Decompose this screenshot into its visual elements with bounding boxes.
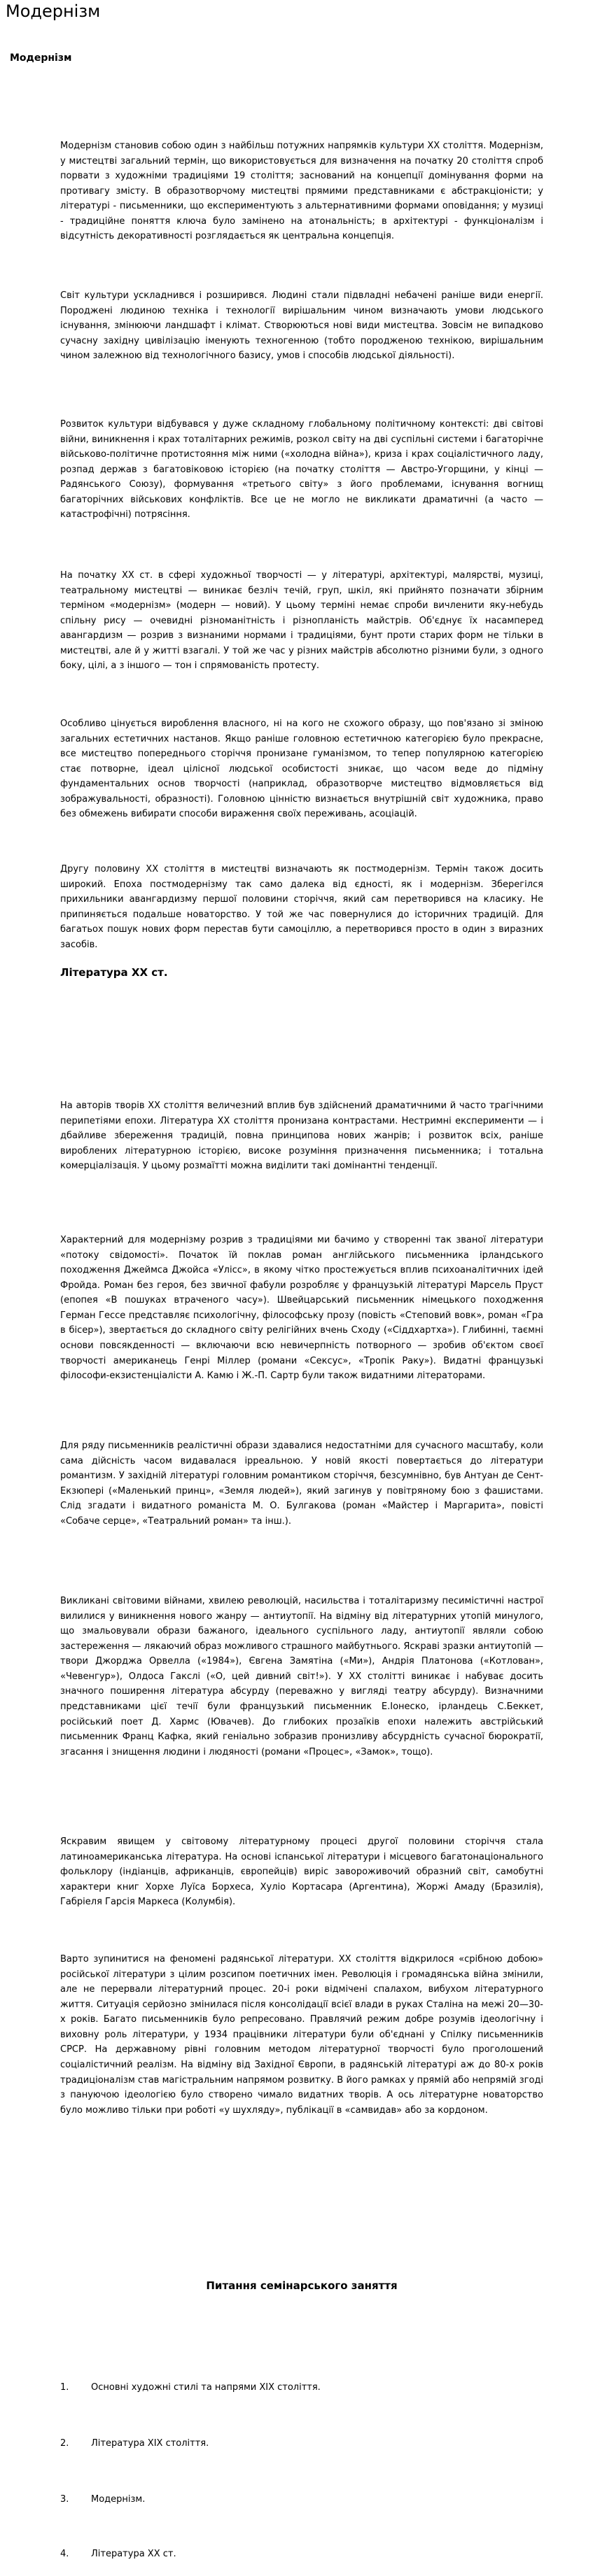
question-number: 4. [60,2549,69,2559]
literature-heading: Література XX ст. [60,966,168,979]
literature-paragraph: Для ряду письменників реалістичні образи здавалися недостатніми для сучасного масштабу, коли сама дійсність часом видавалася ірреальною. У новій якості повертається до літератури романтизм. У західній літературі головним романтиком сторіччя, безсумнівно, був Антуан де Сент-Екзюпері («Маленький принц», «Земля людей»), який загинув у повітряному бою з фашистами. Слід згадати і видатного романіста М. О. Булгакова (роман «Майстер і Маргарита», повісті «Собаче серце», «Театральний роман» та інш.). [60,1441,543,1527]
seminar-question [60,2380,543,2395]
seminar-question [60,2436,543,2451]
intro-paragraph: Особливо цінується вироблення власного, ні на кого не схожого образу, що пов'язано зі зміною загальних естетичних настанов. Якщо раніше головною естетичною категорією було прекрасне, все мистецтво попереднього сторіччя пронизане гуманізмом, то тепер популярною категорією стає потворне, ідеал цілісної людської особистості зникає, що часом веде до підміну фундаментальних основ творчості (наприклад, образотворче мистецтво відмовляється від зображувальності, образності). Головною цінністю визнається внутрішній світ художника, право без обмежень вибирати способи вираження своїх переживань, асоціацій. [60,719,543,820]
question-text: Основні художні стилі та напрями XIX століття. [91,2382,321,2393]
literature-paragraph: На авторів творів XX століття величезний вплив був здійснений драматичними й часто трагічними перипетіями епохи. Література XX століття пронизана контрастами. Нестримні експерименти — і дбайливе збереження традицій, повна принципова нових жанрів; і розвиток всіх, раніше вироблених літературною історією, високе розуміння призначення письменника; і тотальна комерціалізація. У цьому розмаїтті можна виділити такі домінантні тенденції. [60,1101,543,1172]
question-text: Модернізм. [91,2494,146,2505]
question-text: Література XX ст. [91,2549,176,2559]
question-number: 3. [60,2494,69,2505]
literature-paragraph: Яскравим явищем у світовому літературному процесі другої половини сторіччя стала латиноамериканська література. На основі іспанської літератури і місцевого багатонаціонального фольклору (індіанців, африканців, європейців) виріс завороживочий образний світ, самобутні характери книг Хорхе Луїса Борхеса, Хуліо Кортасара (Аргентина), Жоржі Амаду (Бразилія), Габріеля Гарсія Маркеса (Колумбія). [60,1837,543,1908]
seminar-title: Питання семінарського заняття [206,2279,398,2292]
literature-paragraph: Характерний для модернізму розрив з традиціями ми бачимо у створенні так званої літератури «потоку свідомості». Початок їй поклав роман англійського письменника ірландського походження Джеймса Джойса «Улісс», в якому чітко простежується вплив психоаналітичних ідей Фройда. Роман без героя, без звичної фабули розробляє у французькій літературі Марсель Пруст (епопея «В пошуках втраченого часу»). Швейцарський письменник німецького походження Герман Гессе представляє психологічну, філософську прозу (повість «Степовий вовк», роман «Гра в бісер»), звертається до складного світу релігійних вчень Сходу («Сіддхартха»). Глибинні, таємні основи повсякденності — включаючи всю невичерпність потворного — зробив об'єктом своєї творчості американець Генрі Міллер (романи «Сексус», «Тропік Раку»). Видатні французькі філософи-екзистенціалісти А. Камю і Ж.-П. Сартр були також видатними літераторами. [60,1235,543,1382]
question-number: 1. [60,2382,69,2393]
section-subtitle: Модернізм [10,52,72,64]
intro-paragraph: Світ культури ускладнився і розширився. Людині стали підвладні небачені раніше види енергії. Породжені людиною техніка і технології вирішальним чином визначають умови людського існування, змінюючи ландшафт і клімат. Створюються нові види мистецтва. Зовсім не випадково сучасну західну цивілізацію іменують техногенною (тобто породженою технікою, вирішальним чином залежною від технологічного базису, умов і способів людської діяльності). [60,290,543,362]
seminar-question [60,2547,543,2562]
seminar-question [60,2492,543,2507]
intro-paragraph: Модернізм становив собою один з найбільш потужних напрямків культури XX століття. Модернізм, у мистецтві загальний термін, що використовується для визначення на початку 20 століття спроб порвати з художніми традиціями 19 століття; заснований на концепції домінування форми на противагу змісту. В образотворчому мистецтві прямими представниками є абстракціоністи; у літературі - письменники, що експериментують з альтернативними формами оповідання; у музиці - традиційне поняття ключа було замінено на атональність; в архітектурі - функціоналізм і відсутність декоративності розглядається як центральна концепція. [60,141,543,242]
literature-paragraph: Викликані світовими війнами, хвилею революцій, насильства і тоталітаризму песимістичні настрої вилилися у виникнення нового жанру — антиутопії. На відміну від літературних утопій минулого, що змальовували образи бажаного, ідеального суспільного ладу, антиутопії являли собою застереження — лякаючий образ можливого страшного майбутнього. Яскраві зразки антиутопій — твори Джорджа Орвелла («1984»), Євгена Замятіна («Ми»), Андрія Платонова («Котлован», «Чевенгур»), Олдоса Гакслі («О, цей дивний світ!»). У XX столітті виникає і набуває досить значного поширення література абсурду (переважно у вигляді театру абсурду). Визначними представниками цієї течії були французький письменник Е.Іонеско, ірландець С.Беккет, російський поет Д. Хармс (Ювачев). До глибоких прозаїків епохи належить австрійський письменник Франц Кафка, який геніально зобразив пронизливу абсурдність сучасної бюрократії, згасання і знищення людини і людяності (романи «Процес», «Замок», тощо). [60,1596,543,1757]
literature-paragraph: Варто зупинитися на феномені радянської літератури. XX століття відкрилося «срібною добою» російської літератури з цілим розсипом поетичних імен. Революція і громадянська війна змінили, але не перервали літературний процес. 20-і роки відмічені спалахом, вибухом літературного життя. Ситуація серйозно змінилася після консолідації всієї влади в руках Сталіна на межі 20—30-х років. Багато письменників було репресовано. Правлячий режим добре розумів ідеологічну і виховну роль літератури, у 1934 працівники літератури були об'єднані у Спілку письменників СРСР. На державному рівні головним методом літературної творчості було проголошений соціалістичний реалізм. На відміну від Західної Європи, в радянській літературі аж до 80-х років традиціоналізм став магістральним напрямом розвитку. В його рамках у прямій або непрямій згоді з пануючою ідеологією було створено чимало видатних творів. А ось літературне новаторство було можливо тільки при роботі «у шухляду», публікації в «самвидав» або за кордоном. [60,1954,543,2116]
intro-paragraph: Другу половину XX століття в мистецтві визначають як постмодернізм. Термін також досить широкий. Епоха постмодернізму так само далека від єдності, як і модернізм. Зберегілся прихильники авангардизму першої половини сторіччя, який сам перетворився на класику. Не припиняється подальше новаторство. У той же час повернулися до історичних традицій. Для багатьох пошук нових форм перестав бути самоціллю, а перетворився просто в один з виразних засобів. [60,864,543,950]
intro-paragraph: Розвиток культури відбувався у дуже складному глобальному політичному контексті: дві світові війни, виникнення і крах тоталітарних режимів, розкол світу на дві суспільні системи і багаторічне військово-політичне протистояння між ними («холодна війна»), криза і крах соціалістичного ладу, розпад держав з багатовіковою історією (на початку століття — Австро-Угорщини, у кінці — Радянського Союзу), формування «третього світу» з його проблемами, існування вогнищ багаторічних військових конфліктів. Все це не могло не викликати драматичні (а часто — катастрофічні) потрясіння. [60,419,543,521]
question-text: Література XIX століття. [91,2438,209,2449]
question-number: 2. [60,2438,69,2449]
page-title: Модернізм [6,1,101,21]
intro-paragraph: На початку XX ст. в сфері художньої творчості — у літературі, архітектурі, малярстві, музиці, театральному мистецтві — виникає безліч течій, груп, шкіл, які прийнято позначати збірним терміном «модернізм» (модерн — новий). У цьому терміні немає спроби вичленити яку-небудь спільну рису — очевидні різноманітність і різнопланість майстрів. Об'єднує їх насамперед авангардизм — розрив з визнаними нормами і традиціями, бунт проти старих форм не тільки в мистецтві, але й у житті взагалі. У той же час у різних майстрів абсолютно різними були, з одного боку, цілі, а з іншого — тон і спрямованість протесту. [60,570,543,672]
